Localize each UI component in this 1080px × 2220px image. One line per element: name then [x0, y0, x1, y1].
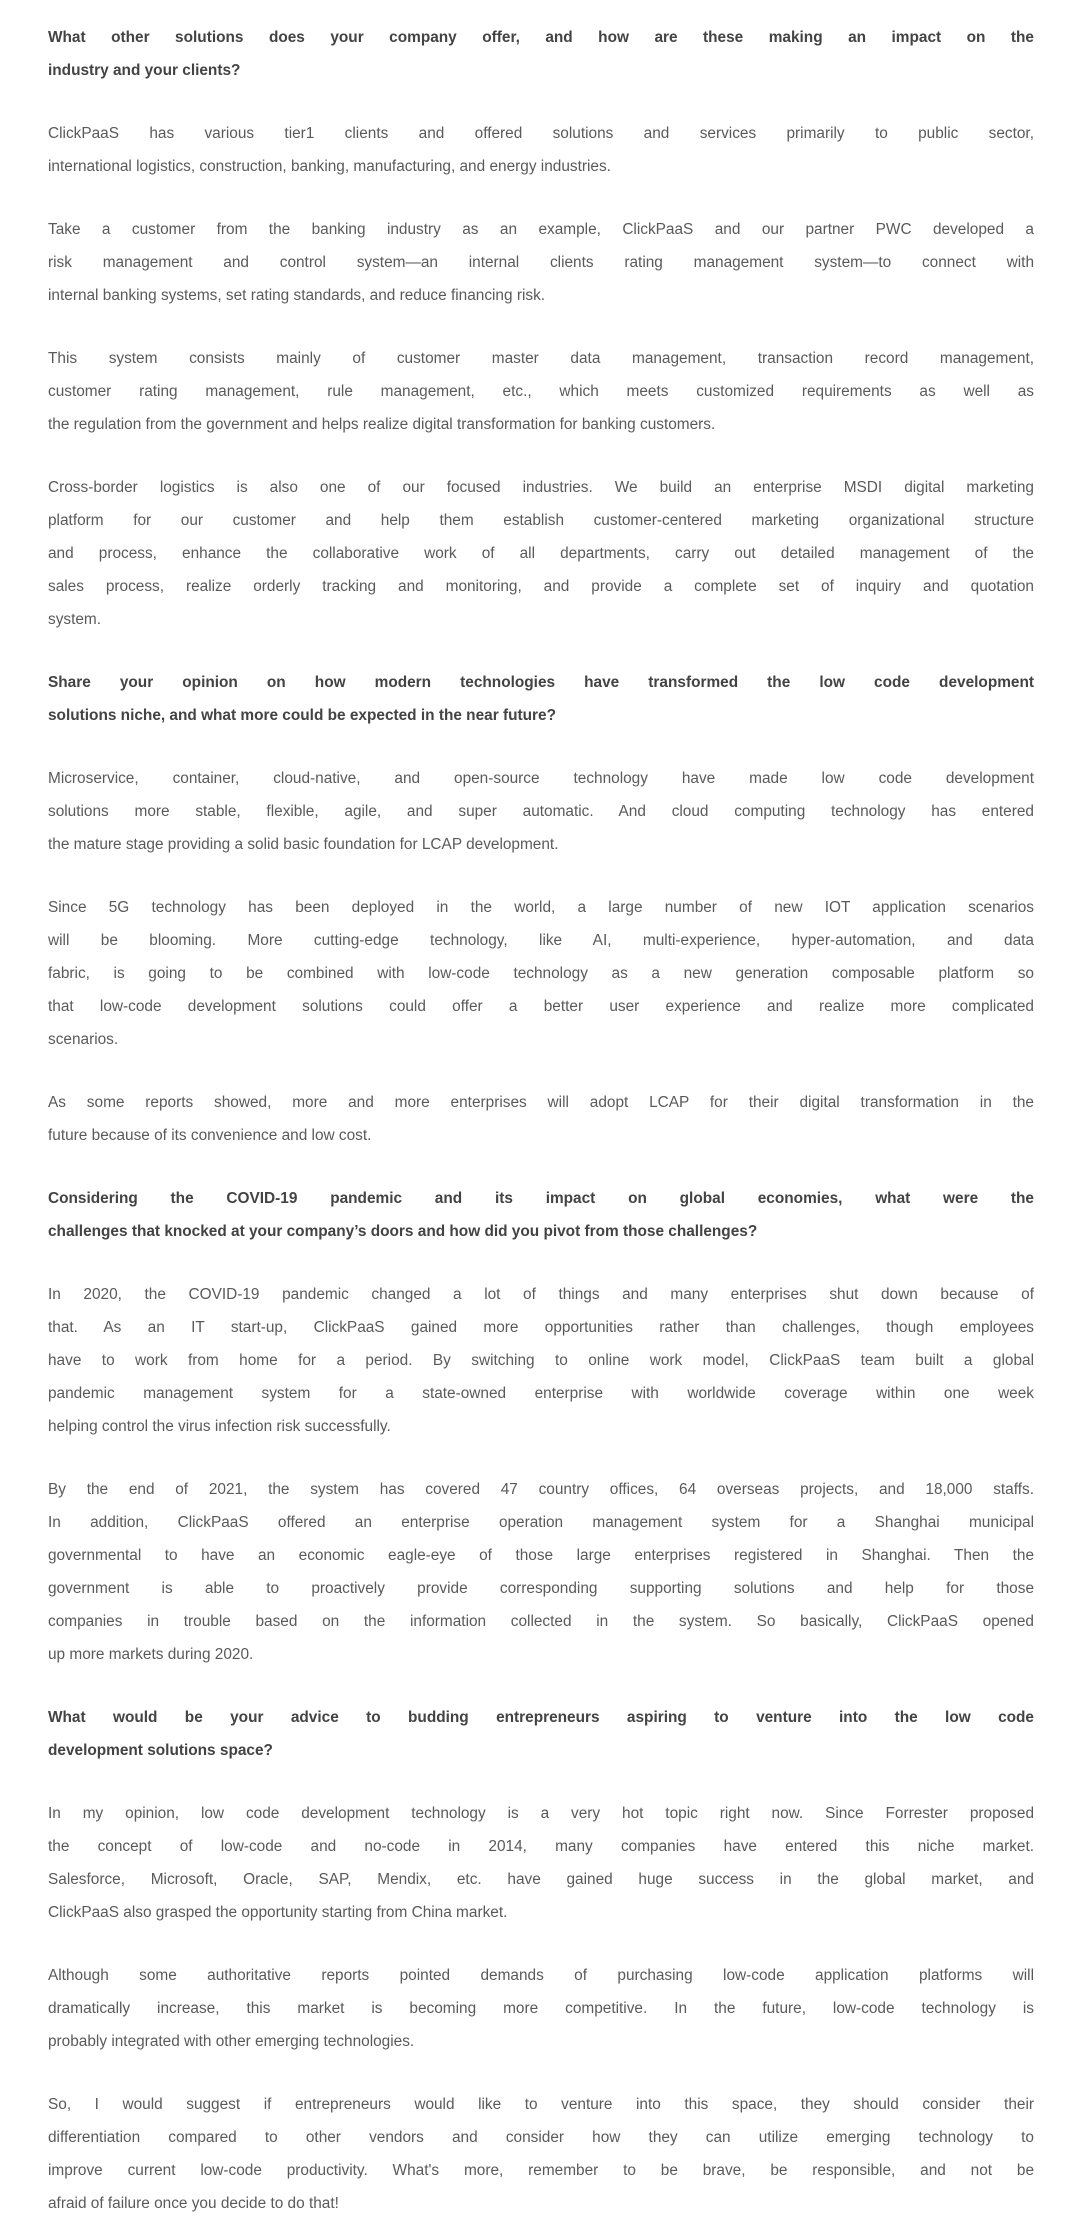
text-line: risk management and control system—an internal clients rating management system—to connect with — [48, 254, 1034, 271]
text-line: future because of its convenience and low cost. — [48, 1127, 372, 1144]
text-line: ClickPaaS also grasped the opportunity starting from China market. — [48, 1904, 508, 1921]
text-line: Take a customer from the banking industry as an example, ClickPaaS and our partner PWC developed a — [48, 221, 1034, 238]
answer-paragraph — [48, 342, 1034, 441]
text-line: that low-code development solutions could offer a better user experience and realize more complicated — [48, 998, 1034, 1015]
text-line: differentiation compared to other vendors and consider how they can utilize emerging technology to — [48, 2129, 1034, 2146]
text-line: governmental to have an economic eagle-eye of those large enterprises registered in Shanghai. Then the — [48, 1547, 1034, 1564]
answer-paragraph — [48, 762, 1034, 861]
text-line: scenarios. — [48, 1031, 119, 1048]
text-line: Microservice, container, cloud-native, and open-source technology have made low code development — [48, 770, 1034, 787]
question-heading — [48, 21, 1034, 87]
text-line: customer rating management, rule management, etc., which meets customized requirements as well as — [48, 383, 1034, 400]
answer-paragraph — [48, 471, 1034, 636]
text-line: and process, enhance the collaborative work of all departments, carry out detailed management of the — [48, 545, 1034, 562]
text-line: Since 5G technology has been deployed in the world, a large number of new IOT application scenarios — [48, 899, 1034, 916]
text-line: fabric, is going to be combined with low-code technology as a new generation composable platform so — [48, 965, 1034, 982]
answer-paragraph — [48, 2088, 1034, 2220]
question-heading — [48, 1182, 1034, 1248]
text-line: dramatically increase, this market is becoming more competitive. In the future, low-code technology is — [48, 2000, 1034, 2017]
text-line: sales process, realize orderly tracking and monitoring, and provide a complete set of inquiry and quotation — [48, 578, 1034, 595]
text-line: challenges that knocked at your company’s doors and how did you pivot from those challenges? — [48, 1223, 758, 1240]
text-line: probably integrated with other emerging technologies. — [48, 2033, 415, 2050]
text-line: By the end of 2021, the system has covered 47 country offices, 64 overseas projects, and 18,000 staffs. — [48, 1481, 1034, 1498]
text-line: pandemic management system for a state-owned enterprise with worldwide coverage within one week — [48, 1385, 1034, 1402]
question-heading — [48, 666, 1034, 732]
text-line: companies in trouble based on the information collected in the system. So basically, ClickPaaS opened — [48, 1613, 1034, 1630]
text-line: What other solutions does your company offer, and how are these making an impact on the — [48, 29, 1034, 46]
text-line: In addition, ClickPaaS offered an enterprise operation management system for a Shanghai municipal — [48, 1514, 1034, 1531]
text-line: Cross-border logistics is also one of our focused industries. We build an enterprise MSDI digital marketing — [48, 479, 1034, 496]
text-line: What would be your advice to budding entrepreneurs aspiring to venture into the low code — [48, 1709, 1034, 1726]
text-line: system. — [48, 611, 102, 628]
text-line: internal banking systems, set rating standards, and reduce financing risk. — [48, 287, 546, 304]
text-line: helping control the virus infection risk successfully. — [48, 1418, 391, 1435]
text-line: will be blooming. More cutting-edge technology, like AI, multi-experience, hyper-automation, and data — [48, 932, 1034, 949]
text-line: Considering the COVID-19 pandemic and its impact on global economies, what were the — [48, 1190, 1034, 1207]
text-line: solutions more stable, flexible, agile, and super automatic. And cloud computing technology has entered — [48, 803, 1034, 820]
text-line: As some reports showed, more and more enterprises will adopt LCAP for their digital transformation in the — [48, 1094, 1034, 1111]
text-line: Although some authoritative reports pointed demands of purchasing low-code application platforms will — [48, 1967, 1034, 1984]
text-line: the concept of low-code and no-code in 2014, many companies have entered this niche market. — [48, 1838, 1034, 1855]
answer-paragraph — [48, 1278, 1034, 1443]
text-line: improve current low-code productivity. What's more, remember to be brave, be responsible, and not be — [48, 2162, 1034, 2179]
text-line: afraid of failure once you decide to do that! — [48, 2195, 339, 2212]
text-line: government is able to proactively provide corresponding supporting solutions and help for those — [48, 1580, 1034, 1597]
answer-paragraph — [48, 1086, 1034, 1152]
text-line: up more markets during 2020. — [48, 1646, 254, 1663]
text-line: industry and your clients? — [48, 62, 241, 79]
text-line: development solutions space? — [48, 1742, 273, 1759]
answer-paragraph — [48, 1797, 1034, 1929]
text-line: the mature stage providing a solid basic foundation for LCAP development. — [48, 836, 559, 853]
text-line: platform for our customer and help them establish customer-centered marketing organizational structure — [48, 512, 1034, 529]
answer-paragraph — [48, 891, 1034, 1056]
text-line: solutions niche, and what more could be expected in the near future? — [48, 707, 556, 724]
text-line: that. As an IT start-up, ClickPaaS gained more opportunities rather than challenges, though employees — [48, 1319, 1034, 1336]
answer-paragraph — [48, 213, 1034, 312]
interview-article — [48, 21, 1034, 2220]
text-line: Salesforce, Microsoft, Oracle, SAP, Mendix, etc. have gained huge success in the global market, and — [48, 1871, 1034, 1888]
text-line: Share your opinion on how modern technologies have transformed the low code development — [48, 674, 1034, 691]
text-line: This system consists mainly of customer master data management, transaction record management, — [48, 350, 1034, 367]
text-line: international logistics, construction, banking, manufacturing, and energy industries. — [48, 158, 611, 175]
answer-paragraph — [48, 1473, 1034, 1671]
question-heading — [48, 1701, 1034, 1767]
answer-paragraph — [48, 1959, 1034, 2058]
text-line: In my opinion, low code development technology is a very hot topic right now. Since Forrester proposed — [48, 1805, 1034, 1822]
text-line: have to work from home for a period. By switching to online work model, ClickPaaS team built a global — [48, 1352, 1034, 1369]
text-line: So, I would suggest if entrepreneurs would like to venture into this space, they should consider their — [48, 2096, 1034, 2113]
answer-paragraph — [48, 117, 1034, 183]
text-line: In 2020, the COVID-19 pandemic changed a lot of things and many enterprises shut down because of — [48, 1286, 1034, 1303]
text-line: the regulation from the government and helps realize digital transformation for banking customers. — [48, 416, 716, 433]
text-line: ClickPaaS has various tier1 clients and offered solutions and services primarily to public sector, — [48, 125, 1034, 142]
